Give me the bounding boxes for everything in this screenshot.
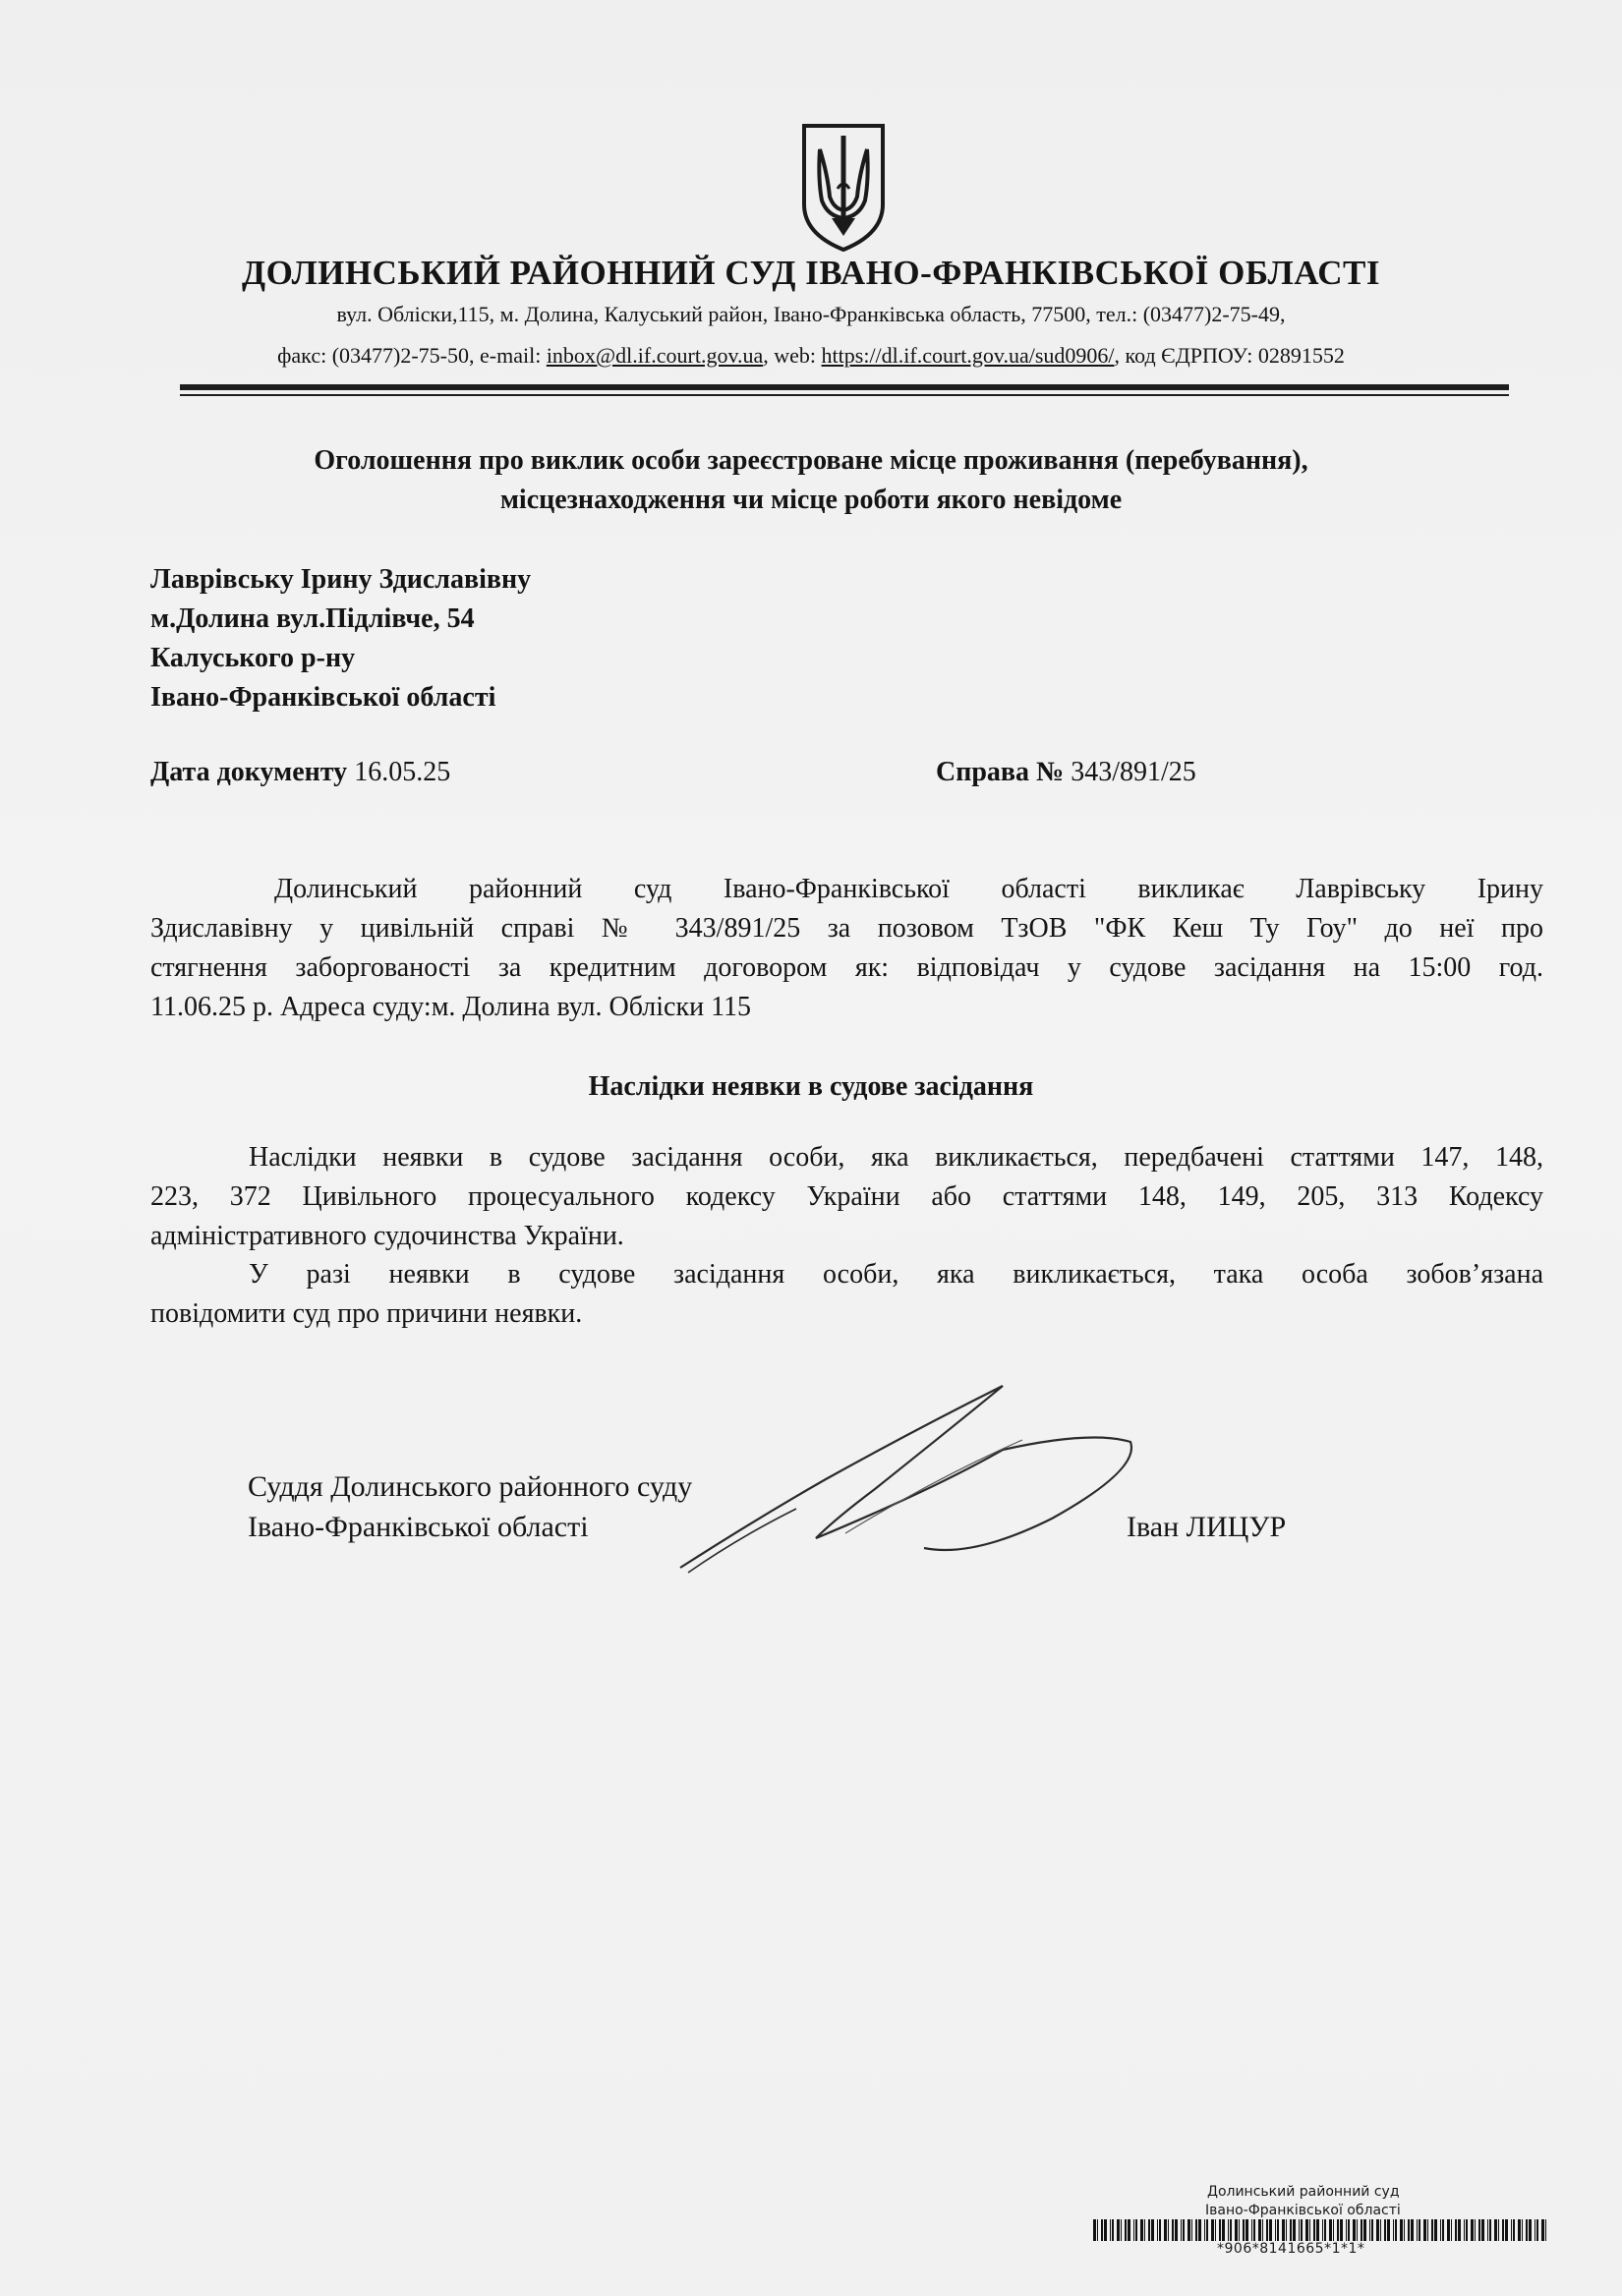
barcode-bar [1513,2219,1515,2241]
barcode-bar [1135,2219,1137,2241]
barcode-bar [1322,2219,1323,2241]
barcode-bar [1380,2219,1381,2241]
barcode-bar [1206,2219,1208,2241]
barcode-bar [1387,2219,1390,2241]
barcode-bar [1175,2219,1178,2241]
barcode-bar [1140,2219,1143,2241]
barcode-bar [1148,2219,1150,2241]
barcode-bar [1400,2219,1403,2241]
notice-title-line-2: місцезнаходження чи місце роботи якого невідоме [499,485,1123,515]
recipient-name: Лаврівську Ірину Здиславівну [150,564,532,595]
barcode-bar [1545,2219,1546,2241]
handwritten-signature [678,1371,1170,1587]
barcode-bar [1243,2219,1245,2241]
court-contacts [0,343,1622,369]
barcode-bar [1340,2219,1343,2241]
summons-paragraph-line: стягнення заборгованості за кредитним договором як: відповідач у судове засідання на 15:00 год. [150,952,1543,983]
trident-emblem-icon [798,120,889,254]
recipient-street: м.Долина вул.Підлівче, 54 [150,603,475,634]
barcode-bar [1097,2219,1098,2241]
header-divider-thin [180,394,1509,396]
barcode-bar [1434,2219,1437,2241]
barcode-bar [1458,2219,1461,2241]
barcode-bar [1269,2219,1272,2241]
court-name: ДОЛИНСЬКИЙ РАЙОННИЙ СУД ІВАНО-ФРАНКІВСЬКОЇ ОБЛАСТІ [242,254,1380,292]
barcode-bar [1384,2219,1386,2241]
stamp-court-name: Долинський районний суд [1207,2184,1400,2200]
barcode-bar [1293,2219,1296,2241]
barcode-bar [1541,2219,1544,2241]
barcode-bar [1393,2219,1394,2241]
barcode-bar [1369,2219,1370,2241]
barcode-bar [1191,2219,1192,2241]
barcode-bar [1157,2219,1158,2241]
barcode-bar [1219,2219,1221,2241]
barcode-bar [1198,2219,1201,2241]
barcode-bar [1395,2219,1397,2241]
barcode-bar [1522,2219,1523,2241]
case-number-value: 343/891/25 [1064,757,1196,787]
barcode-bar [1371,2219,1373,2241]
barcode [1091,2219,1553,2241]
barcode-bar [1239,2219,1240,2241]
recipient-region: Івано-Франківської області [150,682,496,713]
document-date-label: Дата документу [150,757,348,787]
barcode-bar [1471,2219,1474,2241]
notification-paragraph-line: У разі неявки в судове засідання особи, яка викликається, така особа зобов’язана [249,1259,1543,1290]
barcode-bar [1376,2219,1379,2241]
barcode-bar [1529,2219,1532,2241]
barcode-bar [1093,2219,1096,2241]
barcode-bar [1290,2219,1292,2241]
barcode-bar [1348,2219,1350,2241]
barcode-bar [1228,2219,1229,2241]
barcode-bar [1427,2219,1428,2241]
barcode-bar [1104,2219,1107,2241]
summons-paragraph-line: Здиславівну у цивільній справі № 343/891/25 за позовом ТзОВ "ФК Кеш Ту Гоу" до неї про [150,913,1543,944]
barcode-bar [1487,2219,1488,2241]
barcode-bar [1431,2219,1433,2241]
barcode-bar [1159,2219,1161,2241]
barcode-bar [1511,2219,1512,2241]
barcode-bar [1144,2219,1145,2241]
barcode-bar [1502,2219,1504,2241]
stamp-region: Івано-Франківської області [1205,2203,1401,2218]
barcode-bar [1215,2219,1216,2241]
barcode-bar [1505,2219,1508,2241]
judge-title-line-2: Івано-Франківської області [248,1511,589,1543]
judge-name: Іван ЛИЦУР [1127,1511,1287,1543]
barcode-bar [1357,2219,1358,2241]
judge-title-line-1: Суддя Долинського районного суду [248,1470,693,1503]
barcode-bar [1266,2219,1268,2241]
barcode-bar [1337,2219,1339,2241]
barcode-bar [1526,2219,1528,2241]
barcode-bar [1128,2219,1130,2241]
barcode-bar [1110,2219,1111,2241]
barcode-bar [1475,2219,1476,2241]
barcode-bar [1222,2219,1225,2241]
barcode-bar [1188,2219,1190,2241]
barcode-bar [1478,2219,1480,2241]
barcode-bar [1353,2219,1356,2241]
barcode-bar [1183,2219,1185,2241]
barcode-bar [1286,2219,1287,2241]
barcode-bar [1466,2219,1468,2241]
barcode-bar [1164,2219,1167,2241]
barcode-bar [1440,2219,1441,2241]
notification-paragraph-line: повідомити суд про причини неявки. [150,1298,583,1329]
barcode-bar [1313,2219,1315,2241]
barcode-bar [1309,2219,1310,2241]
barcode-bar [1299,2219,1300,2241]
barcode-bar [1404,2219,1405,2241]
barcode-bar [1235,2219,1238,2241]
barcode-bar [1251,2219,1252,2241]
barcode-bar [1442,2219,1444,2241]
consequences-paragraph-line: 223, 372 Цивільного процесуального кодексу України або статтями 148, 149, 205, 313 Кодексу [150,1181,1543,1212]
email-link[interactable]: inbox@dl.if.court.gov.ua [546,343,764,368]
barcode-bar [1419,2219,1420,2241]
barcode-bar [1230,2219,1232,2241]
case-number-label: Справа № [936,757,1065,787]
barcode-bar [1324,2219,1326,2241]
web-link[interactable]: https://dl.if.court.gov.ua/sud0906/ [821,343,1115,368]
barcode-bar [1464,2219,1465,2241]
consequences-heading: Наслідки неявки в судове засідання [588,1071,1034,1102]
stamp-code: *906*8141665*1*1* [1217,2241,1365,2257]
barcode-bar [1361,2219,1362,2241]
barcode-bar [1172,2219,1174,2241]
barcode-bar [1494,2219,1497,2241]
summons-paragraph-line: 11.06.25 р. Адреса суду:м. Долина вул. Обліски 115 [150,992,752,1022]
barcode-bar [1447,2219,1450,2241]
barcode-bar [1363,2219,1366,2241]
barcode-bar [1423,2219,1426,2241]
case-number [936,757,1196,788]
barcode-bar [1133,2219,1134,2241]
web-label: , web: [763,343,822,368]
barcode-bar [1101,2219,1103,2241]
barcode-bar [1125,2219,1127,2241]
consequences-paragraph-line: Наслідки неявки в судове засідання особи, яка викликається, передбачені статтями 147, 148, [249,1142,1543,1173]
fax-text: факс: (03477)2-75-50, e-mail: [277,343,547,368]
document-date-value: 16.05.25 [347,757,451,787]
consequences-paragraph-line: адміністративного судочинства України. [150,1221,624,1251]
barcode-bar [1489,2219,1491,2241]
barcode-bar [1417,2219,1418,2241]
barcode-bar [1411,2219,1414,2241]
barcode-bar [1282,2219,1285,2241]
barcode-bar [1518,2219,1521,2241]
barcode-bar [1121,2219,1122,2241]
recipient-district: Калуського р-ну [150,643,356,673]
barcode-bar [1277,2219,1279,2241]
barcode-bar [1253,2219,1255,2241]
edrpou-code: , код ЄДРПОУ: 02891552 [1114,343,1345,368]
barcode-bar [1333,2219,1334,2241]
barcode-bar [1275,2219,1276,2241]
court-address: вул. Обліски,115, м. Долина, Калуський район, Івано-Франківська область, 77500, тел.: (03477)2-75-49, [336,302,1286,326]
barcode-bar [1498,2219,1499,2241]
barcode-bar [1195,2219,1197,2241]
barcode-bar [1455,2219,1457,2241]
barcode-bar [1481,2219,1484,2241]
document-date [150,757,450,788]
barcode-bar [1117,2219,1120,2241]
barcode-bar [1151,2219,1154,2241]
barcode-bar [1112,2219,1114,2241]
barcode-bar [1262,2219,1263,2241]
barcode-bar [1305,2219,1308,2241]
barcode-bar [1258,2219,1261,2241]
notice-title-line-1: Оголошення про виклик особи зареєстроване місце проживання (перебування), [314,445,1308,476]
barcode-bar [1301,2219,1303,2241]
barcode-bar [1211,2219,1214,2241]
barcode-bar [1181,2219,1182,2241]
barcode-bar [1245,2219,1248,2241]
barcode-bar [1346,2219,1347,2241]
barcode-bar [1316,2219,1319,2241]
barcode-bar [1168,2219,1169,2241]
barcode-bar [1408,2219,1410,2241]
barcode-bar [1536,2219,1538,2241]
barcode-bar [1204,2219,1205,2241]
summons-paragraph-line: Долинський районний суд Івано-Франківської області викликає Лаврівську Ірину [274,874,1543,904]
barcode-bar [1451,2219,1452,2241]
barcode-bar [1329,2219,1332,2241]
header-divider-thick [180,384,1509,390]
